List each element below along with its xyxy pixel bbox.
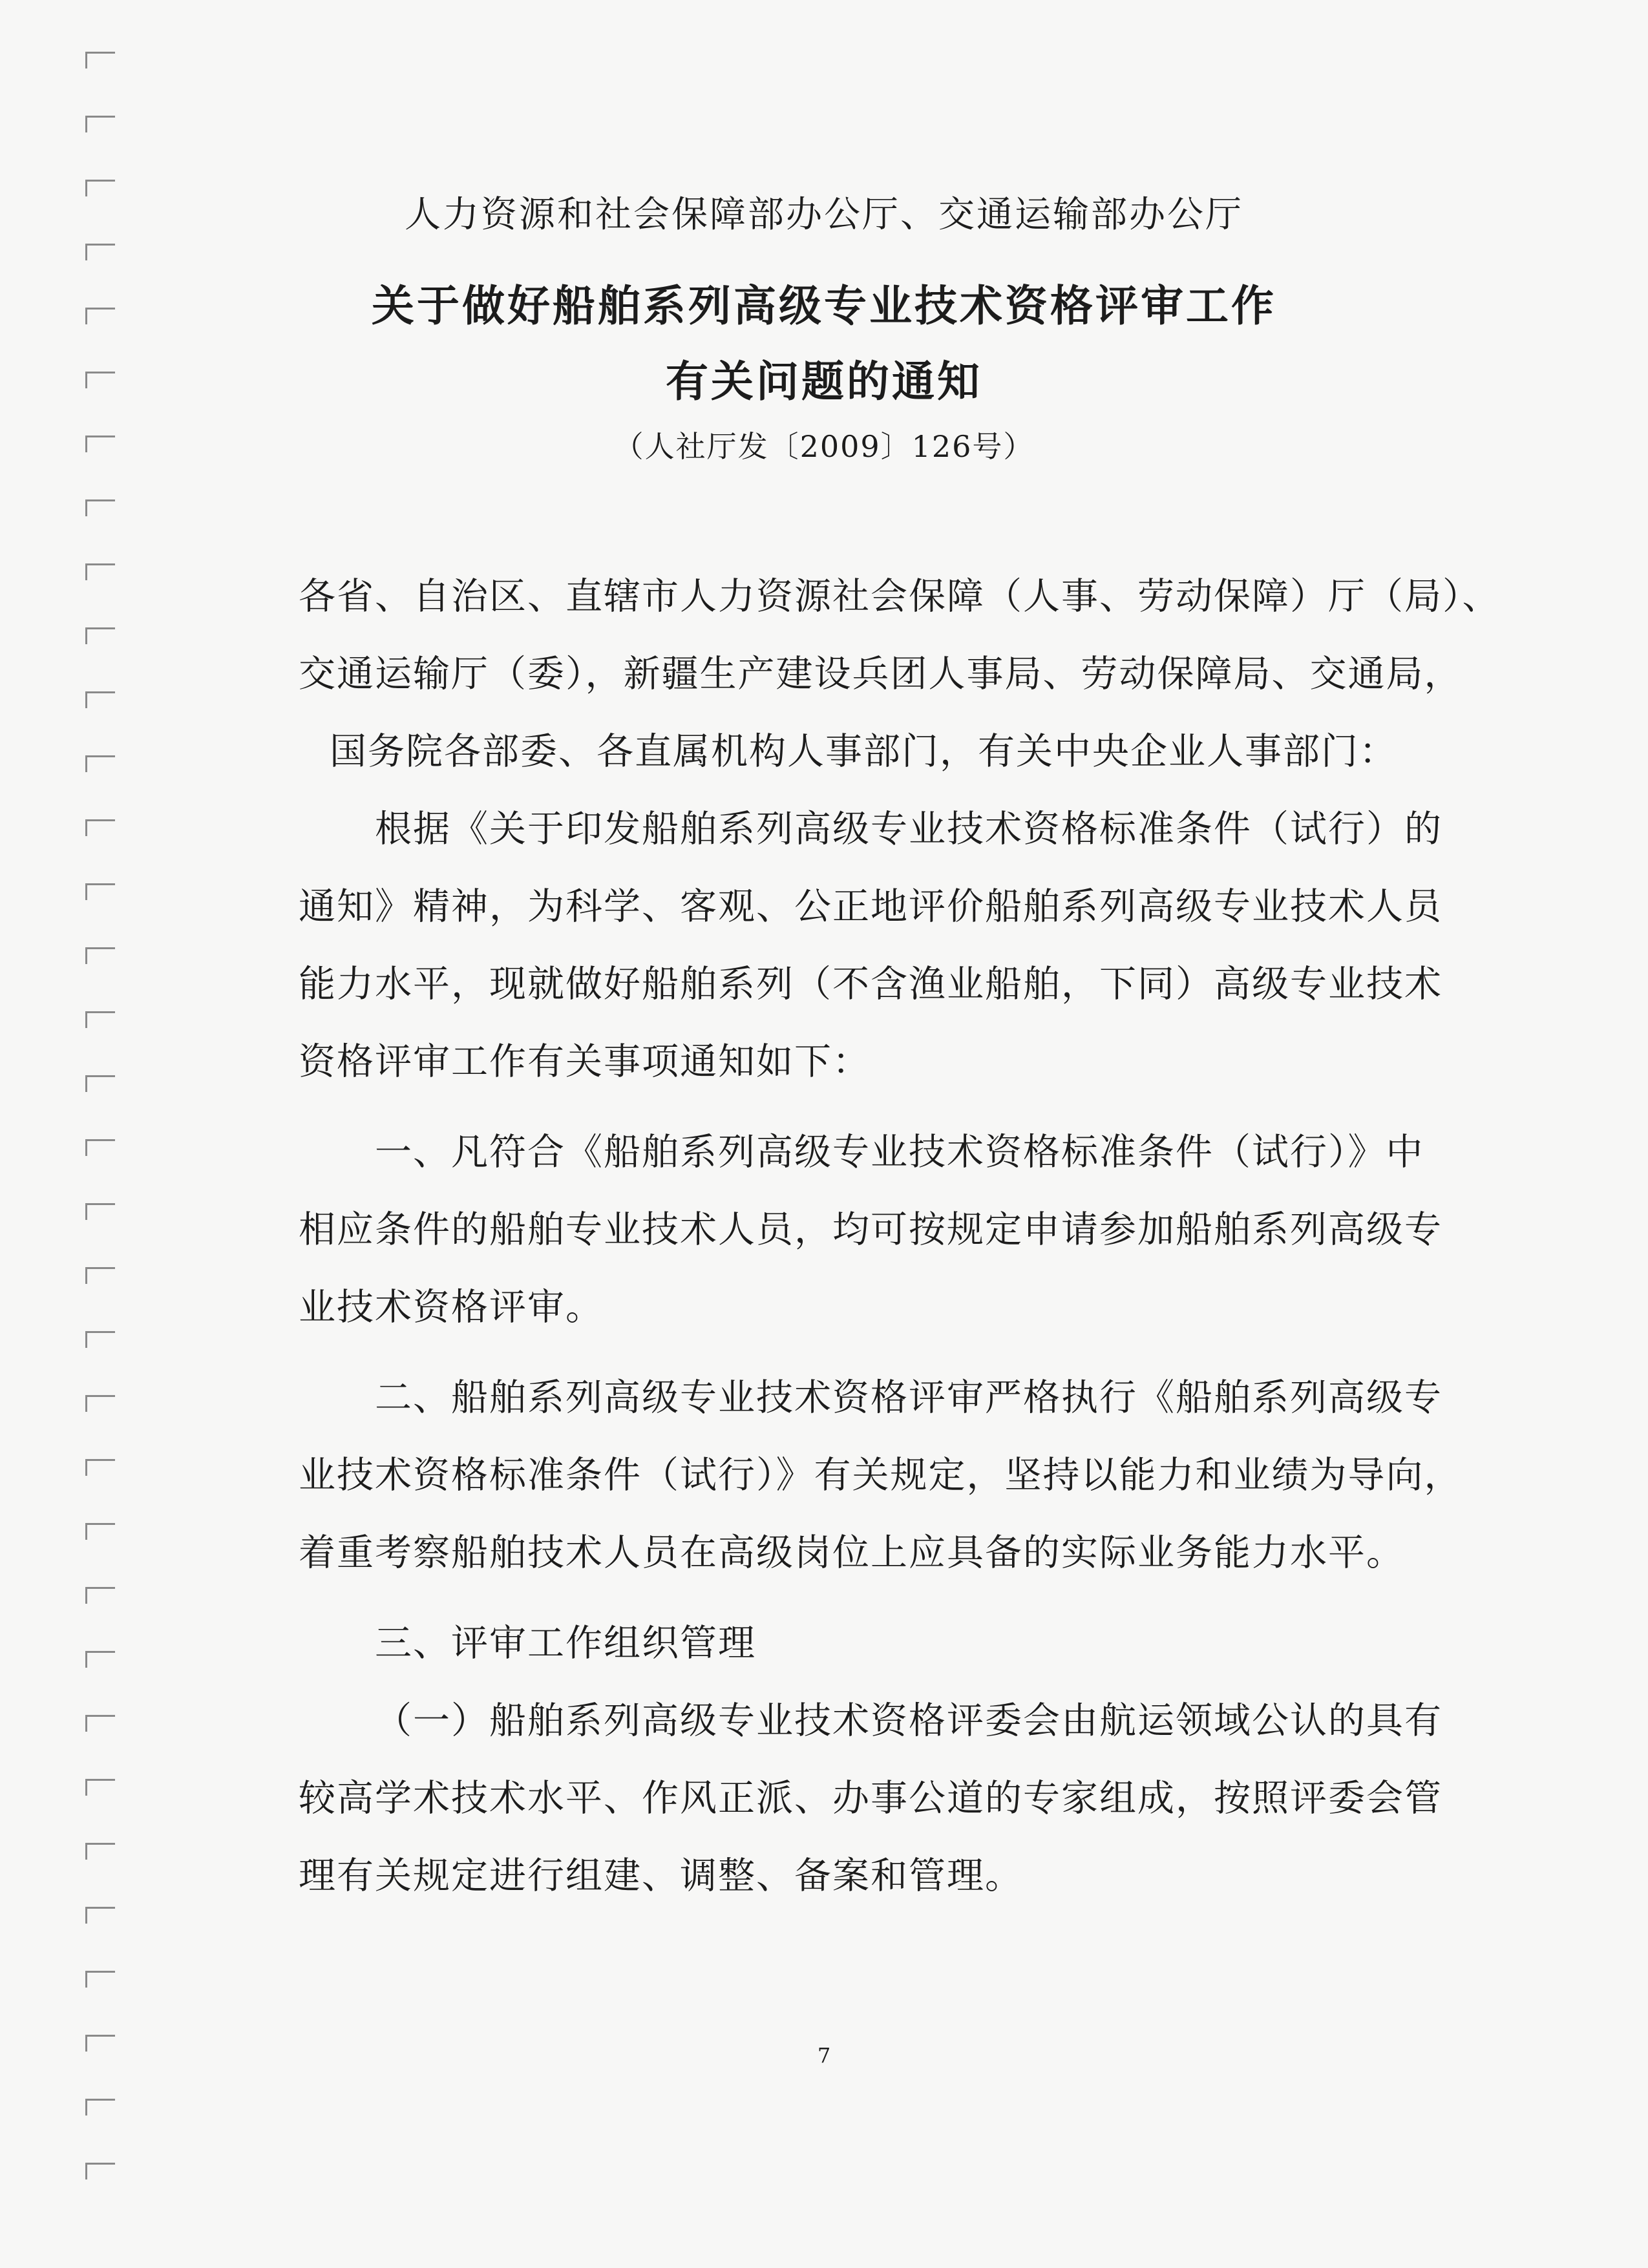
section-1-line: 相应条件的船舶专业技术人员，均可按规定申请参加船舶系列高级专: [299, 1208, 1442, 1251]
section-3-1-line: 较高学术技术水平、作风正派、办事公道的专家组成，按照评委会管: [299, 1777, 1442, 1820]
intro-line: 根据《关于印发船舶系列高级专业技术资格标准条件（试行）的: [375, 808, 1442, 850]
section-1-line: 业技术资格评审。: [299, 1286, 604, 1328]
title-line-2: 有关问题的通知: [666, 356, 982, 406]
issuer-line: 人力资源和社会保障部办公厅、交通运输部办公厅: [405, 194, 1243, 236]
title-line-1: 关于做好船舶系列高级专业技术资格评审工作: [372, 280, 1276, 331]
addressee-line: 交通运输厅（委），新疆生产建设兵团人事局、劳动保障局、交通局，: [299, 653, 1463, 695]
section-1-line: 一、凡符合《船舶系列高级专业技术资格标准条件（试行）》中: [375, 1131, 1424, 1173]
section-3-1-line: 理有关规定进行组建、调整、备案和管理。: [299, 1854, 1023, 1897]
intro-line: 能力水平，现就做好船舶系列（不含渔业船舶，下同）高级专业技术: [299, 963, 1442, 1005]
addressee-line: 各省、自治区、直辖市人力资源社会保障（人事、劳动保障）厅（局）、: [299, 575, 1501, 618]
section-2-line: 二、船舶系列高级专业技术资格评审严格执行《船舶系列高级专: [375, 1376, 1442, 1419]
document-number: （人社厅发〔2009〕126号）: [613, 429, 1035, 464]
section-3-1-line: （一）船舶系列高级专业技术资格评委会由航运领域公认的具有: [375, 1699, 1442, 1742]
intro-line: 通知》精神，为科学、客观、公正地评价船舶系列高级专业技术人员: [299, 885, 1442, 928]
addressee-line: 国务院各部委、各直属机构人事部门，有关中央企业人事部门：: [330, 730, 1397, 773]
section-2-line: 业技术资格标准条件（试行）》有关规定，坚持以能力和业绩为导向，: [299, 1454, 1463, 1496]
intro-line: 资格评审工作有关事项通知如下：: [299, 1040, 871, 1083]
section-3-heading: 三、评审工作组织管理: [375, 1622, 756, 1664]
section-2-line: 着重考察船舶技术人员在高级岗位上应具备的实际业务能力水平。: [299, 1531, 1404, 1574]
page-number: 7: [817, 2043, 831, 2068]
